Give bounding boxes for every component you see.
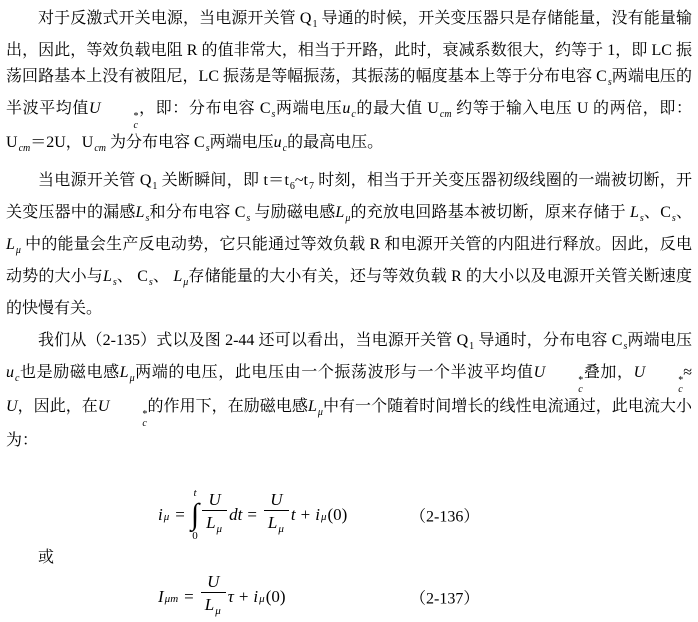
math-token: L — [135, 204, 145, 221]
equation-2-137 — [158, 572, 286, 622]
math-variable — [629, 204, 644, 224]
math-token: U — [6, 398, 18, 415]
math-variable — [173, 268, 189, 288]
text-segment: 为分布电容 — [106, 134, 195, 151]
text-segment: 和分布电容 — [149, 204, 235, 221]
math-token: u — [273, 134, 282, 151]
text-segment: 对于反激式开关电源，当电源开关管 — [38, 10, 300, 27]
paragraph-flyback-on-state — [6, 6, 692, 162]
fraction-numerator: U — [207, 572, 220, 591]
math-subscript: μ — [317, 407, 323, 418]
math-subscript: s — [145, 213, 150, 224]
math-variable — [342, 100, 356, 120]
math-token: L — [6, 236, 15, 253]
text-segment: 导通时，分布电容 — [474, 332, 612, 349]
math-token: i — [158, 505, 163, 524]
math-subscript: 7 — [309, 181, 314, 192]
math-variable — [102, 268, 117, 288]
math-token: L — [629, 204, 639, 221]
math-token: L — [335, 204, 345, 221]
math-subscript: c — [351, 109, 356, 120]
formula-2-136-row — [6, 488, 692, 542]
math-variable — [6, 364, 20, 384]
math-argument: (0) — [327, 505, 348, 524]
text-segment: 叠加， — [583, 364, 634, 381]
math-variable — [88, 100, 139, 131]
math-subscript: s — [271, 109, 276, 120]
math-variable — [611, 332, 628, 352]
math-token: U — [633, 364, 646, 381]
text-segment: ~ — [294, 172, 304, 189]
math-subscript: 6 — [289, 181, 295, 192]
math-token: Q — [299, 10, 312, 27]
fraction-denominator — [264, 510, 289, 540]
math-subscript: μ — [259, 593, 265, 605]
text-segment: 、 — [675, 204, 692, 221]
text-segment: 两端电压 — [275, 100, 343, 117]
math-subscript: c — [15, 373, 20, 384]
text-segment: 我们从（2-135）式以及图 2-44 还可以看出，当电源开关管 — [38, 332, 457, 349]
math-subscript: s — [205, 143, 210, 154]
math-argument: (0) — [265, 587, 286, 606]
math-subscript: s — [623, 341, 628, 352]
math-i-mu-zero — [315, 505, 347, 525]
math-variable — [633, 364, 684, 395]
text-segment: 、 — [643, 204, 661, 221]
math-token-tau: τ — [227, 587, 234, 606]
math-subscript: μ — [129, 373, 135, 384]
text-segment: ，即：分布电容 — [138, 100, 260, 117]
math-token: L — [206, 513, 216, 532]
fraction-numerator: U — [208, 490, 221, 509]
or-label: 或 — [38, 549, 55, 566]
text-segment: 也是励磁电感 — [19, 364, 120, 381]
math-token: L — [307, 398, 317, 415]
math-subscript: μ — [215, 605, 221, 617]
math-variable — [6, 398, 18, 415]
math-subscript: μ — [15, 245, 21, 256]
math-subscript: 1 — [152, 181, 158, 192]
integral-lower-bound: 0 — [192, 530, 198, 542]
math-subscript: cm — [18, 143, 31, 154]
math-token: C — [611, 332, 623, 349]
math-subscript: cm — [94, 143, 107, 154]
math-token: U — [533, 364, 546, 381]
math-token: U — [97, 398, 110, 415]
equation-2-136 — [158, 488, 347, 542]
math-subscript: s — [112, 277, 117, 288]
math-subscript: s — [148, 277, 153, 288]
text-segment: 当电源开关管 — [38, 172, 140, 189]
text-segment: ，因此，在 — [17, 398, 98, 415]
paragraph-switch-off-transient — [6, 168, 692, 322]
math-token: L — [102, 268, 112, 285]
math-token: Q — [139, 172, 152, 189]
math-variable — [6, 236, 21, 256]
math-token: C — [234, 204, 246, 221]
text-segment: 中有一个随着时间增长的线性电流通过，此电流大小为： — [6, 398, 692, 449]
fraction-numerator: U — [270, 490, 283, 509]
math-variable — [533, 364, 584, 395]
math-token: U — [88, 100, 101, 117]
math-token: i — [315, 505, 320, 524]
math-subscript: μ — [163, 511, 170, 523]
fraction-u-over-lmu — [264, 490, 289, 540]
math-token: C — [660, 204, 671, 221]
math-token: C — [596, 68, 607, 85]
equals-sign: = — [184, 587, 194, 606]
text-segment: 的充放电回路基本被切断，原来存储于 — [350, 204, 630, 221]
math-variable — [259, 100, 276, 120]
text-segment: 中的能量会生产反电动势，它只能通过等效负载 R 和电源开关管的内阻进行释放。因此，反电动势的大小与 — [6, 236, 692, 285]
math-subscript: μ — [320, 511, 327, 523]
text-segment: 与励磁电感 — [250, 204, 336, 221]
math-subscript: μ — [278, 523, 284, 535]
math-token: u — [6, 364, 14, 381]
math-variable — [135, 204, 150, 224]
math-variable — [303, 172, 314, 192]
equation-number-2-137: （2-137） — [410, 590, 480, 608]
math-variable — [119, 364, 135, 384]
text-segment: 、 — [152, 268, 174, 285]
math-subscript: s — [607, 77, 612, 88]
math-variable — [139, 172, 158, 192]
math-i-mu-zero — [253, 587, 285, 607]
differential-dt: dt — [229, 505, 243, 524]
fraction-denominator — [201, 592, 226, 622]
math-variable — [299, 10, 318, 30]
math-token: i — [253, 587, 259, 606]
sup-sub-stack: * c — [133, 111, 139, 131]
text-segment: 两端电压 — [209, 134, 274, 151]
math-token: u — [342, 100, 351, 117]
plus-sign: + — [238, 587, 249, 606]
math-subscript: s — [246, 213, 251, 224]
text-segment: 的作用下，在励磁电感 — [147, 398, 308, 415]
math-variable — [660, 204, 676, 224]
text-segment: 关断瞬间，即 t＝ — [157, 172, 285, 189]
text-segment: 导通的时候，开关变压器只是存储能量，没有能量输出，因此，等效负载电阻 R 的值非常大，相当于开路，此时，衰减系数很大，约等于 1，即 LC 振荡回路基本上没有被阻尼，LC 振荡是等幅振荡，其振荡的幅度基本上等于分布电容 — [6, 10, 692, 85]
sup-sub-stack: * c — [578, 375, 584, 395]
fraction-denominator — [202, 510, 227, 540]
math-token: t — [303, 172, 308, 189]
math-variable — [335, 204, 351, 224]
math-token: L — [204, 595, 215, 614]
text-segment: 时刻，相当于开关变压器初级线圈的一端被切断，开关变压器中的漏感 — [6, 172, 692, 221]
text-segment: 约等于输入电压 U 的两倍，即： — [451, 100, 692, 117]
math-variable — [273, 134, 288, 154]
text-segment: ≈ — [683, 364, 692, 381]
text-segment: 两端电压 — [627, 332, 692, 349]
math-variable — [81, 134, 107, 154]
math-token: U — [81, 134, 94, 151]
plus-sign: + — [300, 505, 311, 524]
text-segment: 的最大值 — [355, 100, 428, 117]
fraction-u-over-lmu — [202, 490, 227, 540]
math-variable — [234, 204, 251, 224]
text-segment: 两端的电压，此电压由一个振荡波形与一个半波平均值 — [134, 364, 534, 381]
math-subscript: s — [671, 213, 676, 224]
math-token: C — [194, 134, 205, 151]
math-variable — [284, 172, 295, 192]
math-variable — [6, 134, 31, 154]
math-i-mu — [158, 505, 170, 525]
equals-sign: = — [247, 505, 257, 524]
math-subscript: 1 — [312, 19, 318, 30]
math-subscript: μm — [164, 593, 179, 605]
math-token-t: t — [290, 505, 296, 524]
math-token: C — [259, 100, 271, 117]
math-subscript: μ — [345, 213, 351, 224]
integral-sign — [191, 488, 199, 542]
math-variable — [456, 332, 475, 352]
paragraph-magnetizing-current-intro — [6, 328, 692, 454]
math-subscript: 1 — [469, 341, 475, 352]
math-subscript: cm — [439, 109, 452, 120]
math-token: I — [158, 587, 164, 606]
text-segment: 存储能量的大小有关，还与等效负载 R 的大小以及电源开关管关断速度的快慢有关。 — [6, 268, 692, 317]
math-variable — [137, 268, 153, 288]
math-subscript: c — [282, 143, 288, 154]
fraction-u-over-lmu — [201, 572, 226, 622]
equation-number-2-136: （2-136） — [410, 508, 480, 526]
math-variable — [427, 100, 452, 120]
math-subscript: μ — [216, 523, 223, 535]
integral-upper-bound: t — [193, 487, 197, 499]
math-token: L — [119, 364, 129, 381]
sup-sub-stack: * c — [678, 375, 684, 395]
text-segment: 、 — [116, 268, 138, 285]
math-variable — [194, 134, 210, 154]
math-token: t — [284, 172, 289, 189]
text-segment: 两端电压的半波平均值 — [6, 68, 692, 117]
math-variable — [596, 68, 612, 88]
math-token: L — [267, 513, 278, 532]
text-segment: 的最高电压。 — [287, 134, 384, 151]
math-token: U — [6, 134, 18, 151]
formula-2-137-row — [6, 572, 692, 622]
integral-glyph: ∫ — [190, 498, 200, 531]
math-subscript: s — [639, 213, 644, 224]
text-segment: ＝2U， — [30, 134, 82, 151]
math-variable — [307, 398, 323, 418]
equals-sign: = — [175, 505, 185, 524]
math-token: Q — [456, 332, 469, 349]
math-token: L — [173, 268, 183, 285]
math-subscript: μ — [183, 277, 189, 288]
math-I-mum — [158, 587, 179, 607]
math-token: U — [427, 100, 439, 117]
sup-sub-stack: * c — [142, 409, 148, 429]
math-token: C — [137, 268, 148, 285]
math-variable — [97, 398, 148, 429]
